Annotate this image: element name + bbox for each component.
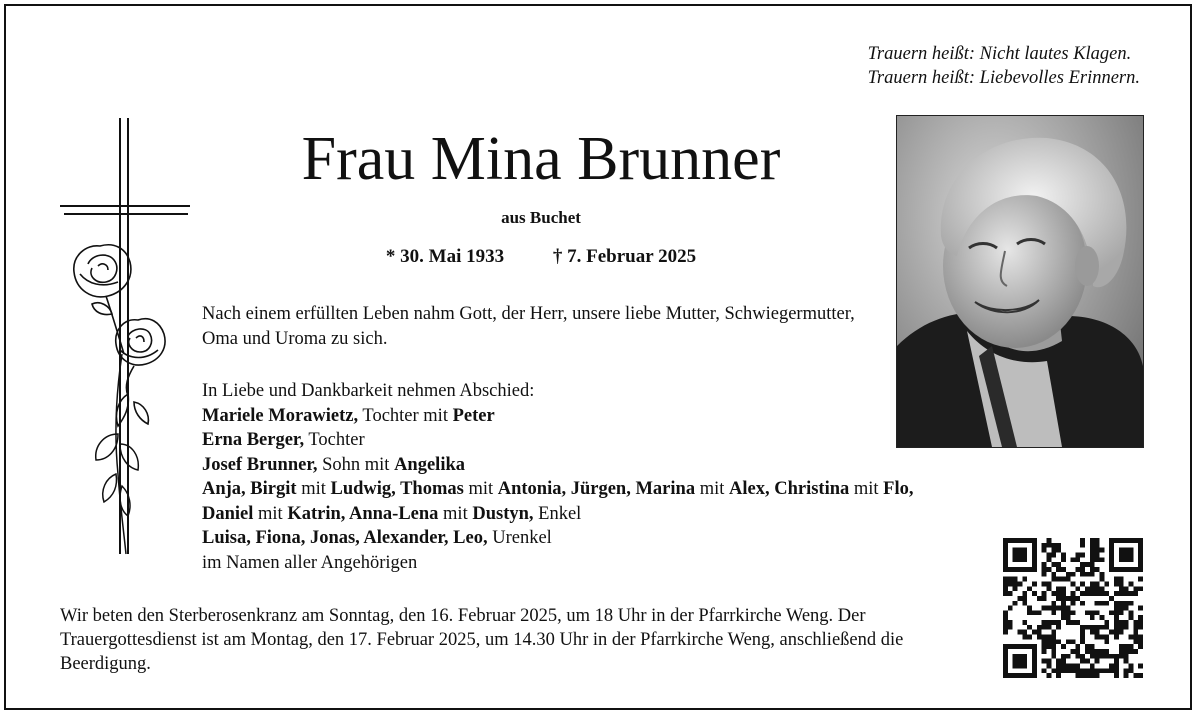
relation-text: Sohn mit bbox=[317, 454, 395, 475]
relation-text: mit bbox=[463, 479, 498, 499]
mourner-name: Daniel bbox=[202, 503, 254, 524]
mourner-name: Dustyn, bbox=[472, 503, 534, 524]
farewell-heading: In Liebe und Dankbarkeit nehmen Abschied: bbox=[202, 381, 535, 401]
mourner-name: Alex, Christina bbox=[729, 479, 850, 499]
service-information: Wir beten den Sterberosenkranz am Sonntag, den 16. Februar 2025, um 18 Uhr in der Pfarrkirche Weng. Der Trauergottesdienst ist am Montag, den 17. Februar 2025, um 14.30 Uhr in der Pfarrkirche Weng, anschließend die Beerdigung. bbox=[60, 606, 904, 674]
mourners-list bbox=[202, 404, 1102, 576]
birth-date: * 30. Mai 1933 bbox=[385, 246, 505, 267]
relation-text: Enkel bbox=[533, 503, 582, 524]
quote-line-1: Trauern heißt: Nicht lautes Klagen. bbox=[867, 44, 1132, 64]
mourner-name: Mariele Morawietz, bbox=[202, 405, 359, 426]
relation-text: mit bbox=[849, 479, 884, 499]
quote-line-2: Trauern heißt: Liebevolles Erinnern. bbox=[867, 68, 1140, 88]
mourner-name: Josef Brunner, bbox=[202, 454, 318, 475]
mourner-name: Erna Berger, bbox=[202, 430, 305, 450]
relation-text: im Namen aller Angehörigen bbox=[202, 552, 418, 573]
mourner-name: Peter bbox=[452, 405, 495, 426]
deceased-name: Frau Mina Brunner bbox=[301, 125, 781, 193]
obituary-notice bbox=[4, 4, 1192, 710]
life-dates bbox=[206, 246, 876, 268]
mourner-line bbox=[202, 502, 1102, 527]
relation-text: mit bbox=[253, 503, 288, 524]
mourner-name: Katrin, Anna-Lena bbox=[287, 503, 439, 524]
deceased-origin: aus Buchet bbox=[501, 208, 581, 227]
mourner-line bbox=[202, 428, 1102, 453]
quote bbox=[868, 42, 1140, 90]
mourner-name: Angelika bbox=[394, 454, 465, 475]
mourner-line bbox=[202, 551, 1102, 576]
mourner-line bbox=[202, 404, 1102, 429]
qr-code-icon[interactable] bbox=[1003, 538, 1143, 678]
relation-text: Tochter bbox=[304, 430, 365, 450]
relation-text: mit bbox=[296, 479, 331, 499]
mourner-line bbox=[202, 526, 1102, 551]
relation-text: mit bbox=[695, 479, 729, 499]
relation-text: Urenkel bbox=[487, 528, 552, 548]
relation-text: mit bbox=[438, 503, 473, 524]
farewell-section bbox=[202, 379, 1102, 575]
cross-with-roses-icon bbox=[58, 114, 194, 566]
mourner-name: Flo, bbox=[883, 479, 914, 499]
intro-text: Nach einem erfüllten Leben nahm Gott, der Herr, unsere liebe Mutter, Schwiegermutter, Oma und Uroma zu sich. bbox=[202, 304, 855, 349]
mourner-name: Luisa, Fiona, Jonas, Alexander, Leo, bbox=[202, 528, 488, 548]
relation-text: Tochter mit bbox=[358, 405, 453, 426]
mourner-name: Ludwig, Thomas bbox=[330, 479, 464, 499]
death-date: † 7. Februar 2025 bbox=[552, 246, 697, 267]
mourner-line bbox=[202, 477, 1102, 502]
mourner-name: Anja, Birgit bbox=[202, 479, 297, 499]
mourner-line bbox=[202, 453, 1102, 478]
mourner-name: Antonia, Jürgen, Marina bbox=[497, 479, 696, 499]
